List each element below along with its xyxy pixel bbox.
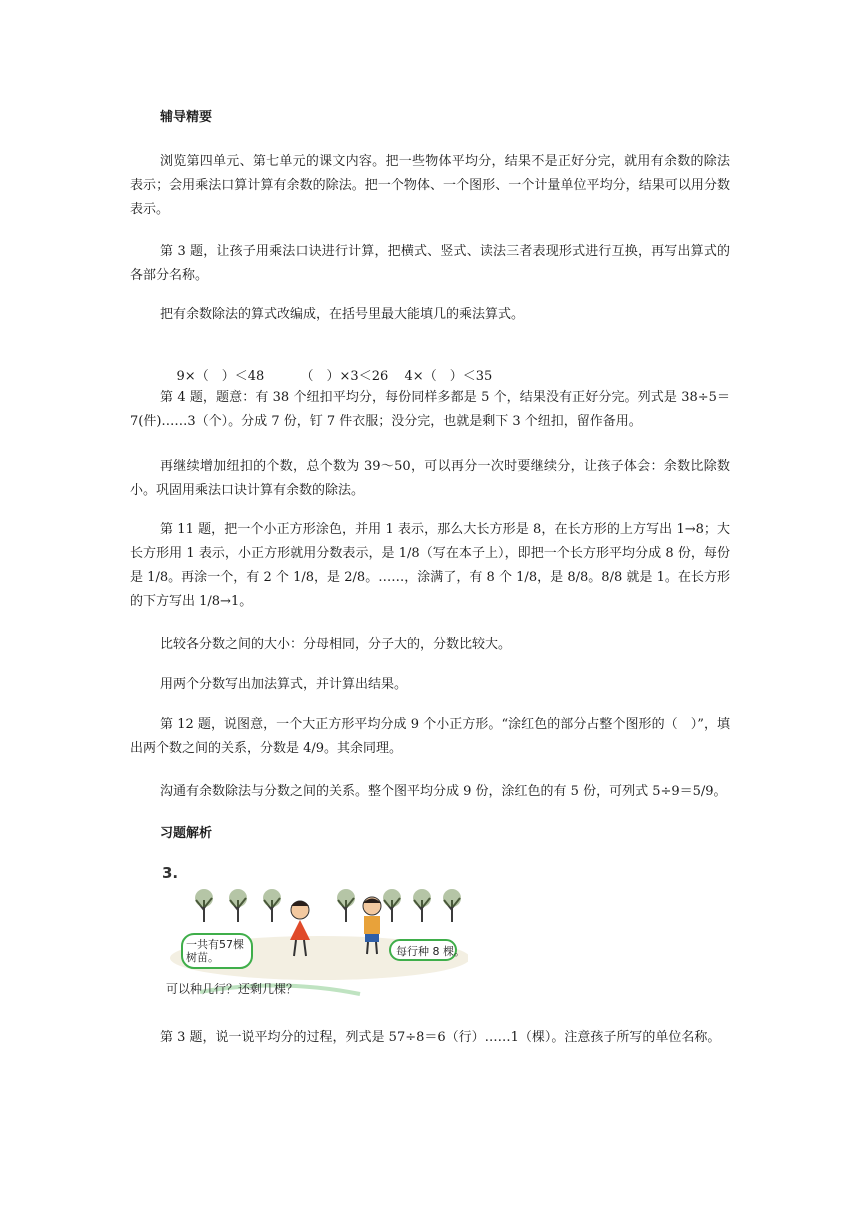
paragraph-q4: 第 4 题，题意：有 38 个纽扣平均分，每份同样多都是 5 个，结果没有正好分完。列式是 38÷5＝7(件)……3（个）。分成 7 份，钉 7 件衣服；没分完，也就是剩下 3 个纽扣，留作备用。 bbox=[130, 390, 730, 429]
illustration-drawing bbox=[160, 862, 468, 998]
paragraph-overview: 浏览第四单元、第七单元的课文内容。把一些物体平均分，结果不是正好分完，就用有余数的除法表示；会用乘法口算计算有余数的除法。把一个物体、一个图形、一个计量单位平均分，结果可以用分数表示。 bbox=[130, 154, 730, 217]
paragraph-q12: 第 12 题，说图意，一个大正方形平均分成 9 个小正方形。“涂红色的部分占整个图形的（ ）”，填出两个数之间的关系，分数是 4/9。其余同理。 bbox=[130, 717, 730, 756]
figure-question: 可以种几行？还剩几棵？ bbox=[166, 982, 299, 996]
paragraph-relation: 沟通有余数除法与分数之间的关系。整个图平均分成 9 份，涂红色的有 5 份，可列式 5÷9＝5/9。 bbox=[160, 784, 727, 799]
bubble-total-trees: 一共有57棵树苗。 bbox=[186, 938, 244, 964]
guide-heading: 辅导精要 bbox=[160, 110, 213, 125]
inequality-item: 4×（ ）＜35 bbox=[404, 369, 493, 384]
tree-planting-illustration bbox=[160, 862, 468, 998]
paragraph-q3-answer: 第 3 题，说一说平均分的过程，列式是 57÷8＝6（行）……1（棵）。注意孩子所写的单位名称。 bbox=[160, 1030, 721, 1045]
paragraph-q3-intro: 第 3 题，让孩子用乘法口诀进行计算，把横式、竖式、读法三者表现形式进行互换，再写出算式的各部分名称。 bbox=[130, 244, 730, 283]
inequality-item: 9×（ ）＜48 bbox=[176, 369, 265, 384]
question-number: 3. bbox=[162, 864, 179, 882]
bubble-per-row: 每行种 8 棵。 bbox=[396, 945, 465, 958]
paragraph-compare: 比较各分数之间的大小：分母相同，分子大的，分数比较大。 bbox=[160, 637, 512, 652]
inequality-item: （ ）×3＜26 bbox=[300, 369, 389, 384]
paragraph-addition: 用两个分数写出加法算式，并计算出结果。 bbox=[160, 677, 408, 692]
paragraph-q11: 第 11 题，把一个小正方形涂色，并用 1 表示，那么大长方形是 8，在长方形的上方写出 1→8；大长方形用 1 表示，小正方形就用分数表示，是 1/8（写在本子上），即把一个长方形平均分成 8 份，每份是 1/8。再涂一个，有 2 个 1/8，是 2/8。……，涂满了，有 8 个 1/8，是 8/8。8/8 就是 1。在长方形的下方写出 1/8→1。 bbox=[130, 522, 730, 609]
analysis-heading: 习题解析 bbox=[160, 826, 213, 841]
paragraph-rewrite: 把有余数除法的算式改编成，在括号里最大能填几的乘法算式。 bbox=[160, 307, 525, 322]
paragraph-remainder: 再继续增加纽扣的个数，总个数为 39～50，可以再分一次时要继续分，让孩子体会：余数比除数小。巩固用乘法口诀计算有余数的除法。 bbox=[130, 459, 730, 498]
